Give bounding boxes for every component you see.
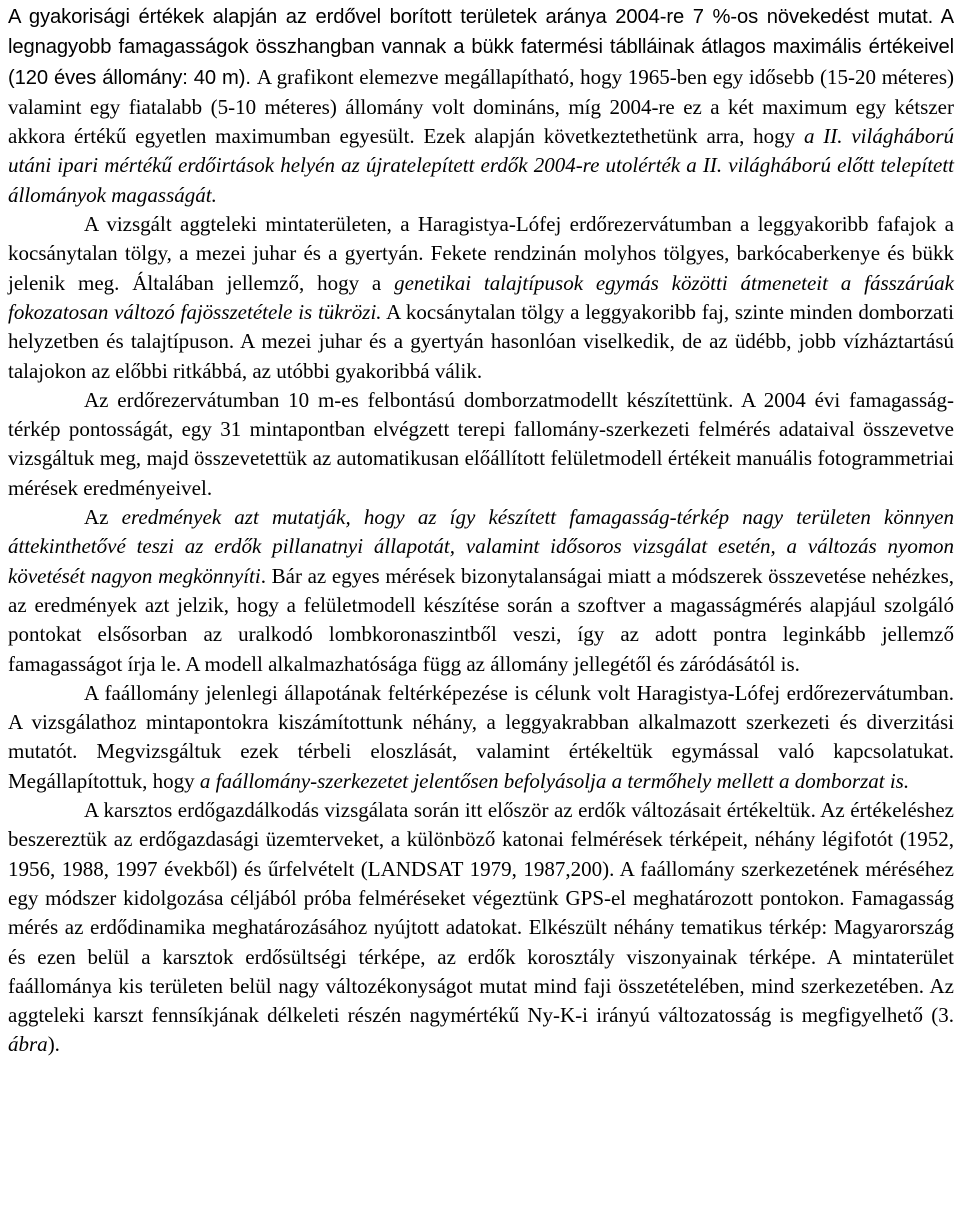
text-segment: A gyakorisági értékek alapján az erdővel borított területek aránya 2004-re 7 %-os növekedést mutat. A legnagyobb famagasságok összhangban vannak a bükk fatermési táblláinak átlagos maximális értékeivel (120 éves állomány: 40 m).: [8, 6, 954, 89]
text-segment: A vizsgált aggteleki mintaterületen, a Haragistya-Lófej erdőrezervátumban a leggyakoribb fafajok a kocsánytalan tölgy, a mezei juhar és a gyertyán. Fekete rendzinán molyhos tölgyes, barkócaberkenye és bükk jelenik meg. Általában jellemző, hogy a: [8, 212, 954, 295]
text-segment: Az erdőrezervátumban 10 m-es felbontású domborzatmodellt készítettünk. A 2004 évi famagasság-térkép pontosságát, egy 31 mintapontban elvégzett terepi fallomány-szerkezeti felmérés adataival összevetve vizsgáltuk meg, majd összevetettük az automatikusan előállított felületmodell értékeit manuális fotogrammetriai mérések eredményeivel.: [8, 387, 954, 500]
text-segment-italic: genetikai talajtípusok egymás közötti átmeneteit a fásszárúak fokozatosan változó fajösszetétele is tükrözi.: [8, 270, 954, 324]
paragraph-stand-structure: [8, 679, 954, 796]
text-segment: A grafikont elemezve megállapítható, hogy 1965-ben egy idősebb (15-20 méteres) valamint egy fiatalabb (5-10 méteres) állomány volt domináns, míg 2004-re ez a két maximum egy kétszer akkora értékű egyetlen maximumban egyesült. Ezek alapján következtethetünk arra, hogy: [8, 64, 954, 149]
text-segment-italic: ábra: [8, 1032, 48, 1057]
text-segment: A kocsánytalan tölgy a leggyakoribb faj, szinte minden domborzati helyzetben és talajtípuson. A mezei juhar és a gyertyán hasonlóan viselkedik, de az üdébb, jobb vízháztartású talajokon az előbbi ritkábbá, az utóbbi gyakoribbá válik.: [8, 299, 955, 383]
paragraph-results: [8, 503, 954, 679]
paragraph-species: [8, 210, 954, 386]
text-segment: ).: [47, 1032, 60, 1057]
paragraph-karst-forestry: [8, 796, 954, 1060]
text-segment-italic: eredmények azt mutatják, hogy az így készített famagasság-térkép nagy területen könnyen áttekinthetővé teszi az erdők pillanatnyi állapotát, valamint idősoros vizsgálat esetén, a változás nyomon követését nagyon megkönnyíti: [8, 505, 954, 588]
paragraph-summary-heights: [8, 2, 954, 210]
text-segment: A karsztos erdőgazdálkodás vizsgálata során itt először az erdők változásait értékeltük. Az értékeléshez beszereztük az erdőgazdasági üzemterveket, a különböző katonai felmérések térképeit, néhány légifotót (1952, 1956, 1988, 1997 évekből) és űrfelvételt (LANDSAT 1979, 1987,200). A faállomány szerkezetének méréséhez egy módszer kidolgozása céljából próba felméréseket végeztünk GPS-el meghatározott pontokon. Famagasság mérés az erdődinamika meghatározásához nyújtott adatokat. Elkészült néhány tematikus térkép: Magyarország és ezen belül a karsztok erdősültségi térképe, az erdők korosztály viszonyainak térképe. A mintaterület faállománya kis területen belül nagy változékonyságot mutat mind faji összetételében, mind szerkezetében. Az aggteleki karszt fennsíkjának délkeleti részén nagymértékű Ny-K-i irányú változatosság is megfigyelhető (3.: [8, 798, 954, 1028]
paragraph-terrain-model: [8, 386, 954, 503]
text-segment: A faállomány jelenlegi állapotának feltérképezése is célunk volt Haragistya-Lófej erdőrezervátumban. A vizsgálathoz mintapontokra kiszámítottunk néhány, a leggyakrabban alkalmazott szerkezeti és diverzitási mutatót. Megvizsgáltuk ezek térbeli eloszlását, valamint értékeltük egymással való kapcsolatukat. Megállapítottuk, hogy: [8, 680, 954, 793]
text-segment: . Bár az egyes mérések bizonytalanságai miatt a módszerek összevetése nehézkes, az eredmények azt jelzik, hogy a felületmodell készítése során a szoftver a magasságmérés alapjául szolgáló pontokat elsősorban az uralkodó lombkoronaszintből veszi, így az adott pontra leginkább jellemző famagasságot írja le. A modell alkalmazhatósága függ az állomány jellegétől és záródásától is.: [8, 563, 954, 676]
text-segment-italic: a faállomány-szerkezetet jelentősen befolyásolja a termőhely mellett a domborzat is.: [199, 768, 910, 793]
text-segment-italic: a II. világháború utáni ipari mértékű erdőirtások helyén az újratelepített erdők 2004-re utolérték a II. világháború előtt telepített állományok magasságát.: [8, 124, 954, 207]
text-segment: Az: [84, 505, 122, 530]
